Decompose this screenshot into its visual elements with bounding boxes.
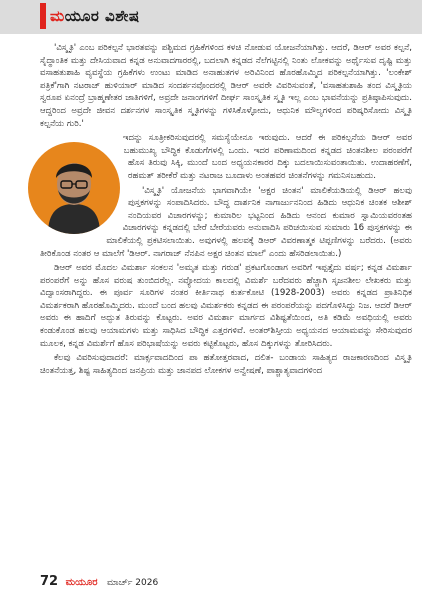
article-body: [40, 42, 412, 379]
author-portrait-icon: [28, 142, 120, 234]
article-paragraph-4: ಡಿಆರ್ ಅವರ ಮೊದಲ ವಿಮರ್ಶಾ ಸಂಕಲನ 'ಅಮೃತ ಮತ್ತು ಗರುಡ' ಪ್ರಕಟಗೊಂಡಾಗ ಅವರಿಗೆ ಇಪ್ಪತ್ತೈದು ವರ್ಷ; ಕನ್ನಡ ವಿಮರ್ಶಾ ಪರಂಪರೆಗೆ ಅನ್ನು ಹೊಸ ವರುಷ ತುಂಬಿದರೆಲ್ಲ. ನವ್ಯೋದಯ ಕಾಲದಲ್ಲಿ ವಿಮರ್ಶೆ ಬರೆದವರು ಹೆಚ್ಚಾಗಿ ಸೃಜನಶೀಲ ಲೇಖಕರು ಮತ್ತು ವಿದ್ವಾಂಸರಾಗಿದ್ದರು. ಈ ಪೂರ್ವ ಸೂರಿಗಳ ನಂತರ ಕೀರ್ತಿನಾಥ ಕುರ್ತಕೋಟಿ (1928-2003) ಅವರು ಕನ್ನಡದ ಪ್ರಾತಿನಿಧಿಕ ವಿಮರ್ಶಕರಾಗಿ ಹೊರಹೊಮ್ಮಿದರು. ಮುಂದೆ ಬಂದ ಹಲವು ವಿಮರ್ಶಕರು ಕನ್ನಡದ ಈ ಪರಂಪರೆಯನ್ನು ಪದಗೊಳಿಸಿದ್ದು ನಿಜ. ಆದರೆ ಡಿಆರ್ ಅವರು ಈ ಹಾದಿಗೆ ಅದ್ಭುತ ತಿರುವನ್ನು ಕೊಟ್ಟರು. ಅವರ ವಿಮರ್ಶಾ ಮಾರ್ಗದ ವಿಶಿಷ್ಟತೆಯಿಂದ, ಅತಿ ಕಡಿಮೆ ಅವಧಿಯಲ್ಲಿ ಅವರು ಕಂಡುಕೊಂಡ ಹಲವು ಆಯಾಮಗಳು ಮತ್ತು ಸಾಧಿಸಿದ ಬೌದ್ಧಿಕ ಎತ್ತರಗಳಿವೆ. ಅಂತರ್‌ಶಿಸ್ತೀಯ ಅಧ್ಯಯನದ ಆಯಾಮವನ್ನು ಸೇರಿಸುವುದರ ಮೂಲಕ, ಕನ್ನಡ ವಿಮರ್ಶೆಗೆ ಹೊಸ ಪರಿಭಾಷೆಯನ್ನು ಅವರು ಕಟ್ಟಿಕೊಟ್ಟರು, ಹೊಸ ದಿಕ್ಕುಗಳನ್ನು ತೋರಿಸಿದರು.: [40, 263, 412, 349]
magazine-brand: ಮಯೂರ: [65, 577, 98, 588]
header-accent-bar: [40, 3, 46, 29]
article-paragraph-1: 'ವಿಸ್ಮೃತಿ' ಎಂಬ ಪರಿಕಲ್ಪನೆ ಭಾರತವನ್ನು ಪಶ್ಚಿಮದ ಗ್ರಹಿಕೆಗಳಿಂದ ಕಳಚಿ ನೋಡುವ ಯೋಜನೆಯಾಗಿತ್ತು. ಆದರೆ, ಡಿಆರ್ ಅವರ ಕಲ್ಪನೆ, ಸೈದ್ಧಾಂತಿಕ ಮತ್ತು ದೇಸಿಯವಾದ ಕನ್ನಡ ಅನುವಾದಗಾರರಲ್ಲಿ, ಬದಲಾಗಿ ಕನ್ನಡದ ನೆಲೆಗಟ್ಟಿನಲ್ಲಿ ನಿಂತು ಲೋಕವನ್ನು ಅರ್ಥೈಸುವ ದೃಷ್ಟಿ ಮತ್ತು ವಸಾಹತುಶಾಹಿ ವ್ಯವಸ್ಥೆಯ ಗ್ರಹಿಕೆಗಳು ಉಂಟು ಮಾಡಿದ ಅನಾಹುತಗಳ ಅರಿವಿನಿಂದ ಹೊರಹೊಮ್ಮಿದ ಪರಿಕಲ್ಪನೆಯಾಗಿತ್ತು. 'ಲಂಕೇಶ್ ಪತ್ರಿಕೆ'ಗಾಗಿ ನಟರಾಜ್ ಹುಳಿಯಾರ್ ಮಾಡಿದ ಸಂದರ್ಶನವೊಂದರಲ್ಲಿ ಡಿಆರ್ ಅವರೇ ವಿವರಿಸುವಂತೆ, 'ವಸಾಹತುಶಾಹಿ ತಂದ ವಿಸ್ಮೃತಿಯ ಸ್ವರೂಪ ಏನಂದ್ರೆ ಬ್ರಾಹ್ಮಣೇತರ ಜಾತಿಗಳಿಗೆ, ಅವ್ರದೇ ಜನಾಂಗಗಳಿಗೆ ದೀರ್ಘ ಸಾಂಸ್ಕೃತಿಕ ಸ್ಮೃತಿ ಇಲ್ಲ ಎಂಬ ಭಾವನೆಯನ್ನು ಪ್ರತಿಷ್ಠಾಪಿಸುವುದು. ಆದ್ದರಿಂದ ಅವ್ರದೇ ಜೀವನ ದರ್ಶನಗಳ ಸಾಂಸ್ಕೃತಿಕ ಸ್ಮೃತಿಗಳನ್ನು ಗಳಿಸಿಕೊಳ್ಳೋದು, ಆಧುನಿಕ ಮೌಲ್ಯಗಳಿಂದ ಪರಿಷ್ಕರಿಸೋದು ವಿಸ್ಮೃತಿ ಕಲ್ಪನೆಯ ಗುರಿ.': [40, 43, 412, 129]
author-photo-wrap: [28, 134, 120, 242]
article-paragraph-5: ಕೆಲವು ವಿವರಿಸುವುದಾದರೆ: ಮಾರ್ಕ್ಸವಾದದಿಂದ ಪಾ ಹತೋತ್ತರವಾದ, ದಲಿತ- ಬಂಡಾಯ ಸಾಹಿತ್ಯದ ರಾಜಕಾರಣದಿಂದ ವಿಸ್ಮೃತಿ ಚಿಂತನೆಯತ್ತ, ಶಿಷ್ಟ ಸಾಹಿತ್ಯದಿಂದ ಜನಪ್ರಿಯ ಮತ್ತು ಜಾನಪದ ಲೋಕಗಳ ಅನ್ವೇಷಣೆ, ಪಾಶ್ಚಾತ್ಯವಾದಗಳಿಂದ: [40, 353, 412, 376]
article-paragraph-3: 'ವಿಸ್ಮೃತಿ' ಯೋಜನೆಯ ಭಾಗವಾಗಿಯೇ 'ಅಕ್ಷರ ಚಿಂತನ' ಮಾಲಿಕೆಯಡಿಯಲ್ಲಿ ಡಿಆರ್ ಹಲವು ಪುಸ್ತಕಗಳನ್ನು ಸಂಪಾದಿಸಿದರು. ಬೌದ್ಧ ದಾರ್ಶನಿಕ ನಾಗಾರ್ಜುನನಿಂದ ಹಿಡಿದು ಆಧುನಿಕ ಚಿಂತಕ ಆಶೀಶ್ ನಂದಿಯವರ ವಿಚಾರಗಳನ್ನು; ಕುಮಾರಿಲ ಭಟ್ಟನಿಂದ ಹಿಡಿದು ಆನಂದ ಕುಮಾರ ಸ್ವಾಮಿಯವರಂತಹ ವಿಚಾರಗಳನ್ನು ಕನ್ನಡದಲ್ಲಿ ಬೇರೆ ಬೇರೆಯವರು ಅನುವಾದಿಸಿ ಪರಿಚಯಿಸುವ ಸುಮಾರು 16 ಪುಸ್ತಕಗಳನ್ನು ಈ ಮಾಲಿಕೆಯಲ್ಲಿ ಪ್ರಕಟಿಸಲಾಯಿತು. ಅವುಗಳಲ್ಲಿ ಹಲವಕ್ಕೆ ಡಿಆರ್ ವಿವರಣಾತ್ಮಕ ಟಿಪ್ಪಣಿಗಳನ್ನು ಬರೆದರು. (ಅವರು ತೀರಿಕೊಂಡ ನಂತರ ಆ ಮಾಲೆಗೆ 'ಡಿಆರ್. ನಾಗರಾಜ್ ನೆನಪಿನ ಅಕ್ಷರ ಚಿಂತನ ಮಾಲೆ' ಎಂದು ಹೆಸರಿಡಲಾಯಿತು.): [40, 185, 412, 259]
article-paragraph-2: ಇದನ್ನು ಸೂತ್ರೀಕರಿಸುವುದರಲ್ಲಿ ಸಮಸ್ಯೆಯೇನೂ ಇರುವುದು. ಆದರೆ ಈ ಪರಿಕಲ್ಪನೆಯ ಡಿಆರ್ ಅವರ ಬಹುಮುಖ್ಯ ಬೌದ್ಧಿಕ ಕೊಡುಗೆಗಳಲ್ಲಿ ಒಂದು. ಇದರ ಪರಿಣಾಮದಿಂದ ಕನ್ನಡದ ಚಿಂತನಶೀಲ ಪರಂಪರೆಗೆ ಹೊಸ ತಿರುವು ಸಿಕ್ಕಿ, ಮುಂದೆ ಬಂದ ಅಧ್ಯಯನಕಾರರ ದಿಕ್ಕು ಬದಲಾಯಿಸುವಂತಾಯಿತು. ಉದಾಹರಣೆಗೆ, ರಹಮತ್ ತರೀಕೆರೆ ಮತ್ತು ನಟರಾಜ ಬೂದಾಳು ಅಂತಹವರ ಚಿಂತನೆಗಳನ್ನು ಗಮನಿಸಬಹುದು.: [122, 133, 412, 181]
section-title: [50, 7, 140, 25]
issue-date: ಮಾರ್ಚ್ 2026: [106, 578, 159, 588]
page-number: 72: [40, 574, 59, 589]
section-title-rest: ಯೂರ ವಿಶೇಷ: [64, 7, 140, 25]
page-footer: [40, 574, 158, 592]
author-photo: [28, 142, 120, 234]
section-title-accent: ಮ: [50, 7, 65, 25]
